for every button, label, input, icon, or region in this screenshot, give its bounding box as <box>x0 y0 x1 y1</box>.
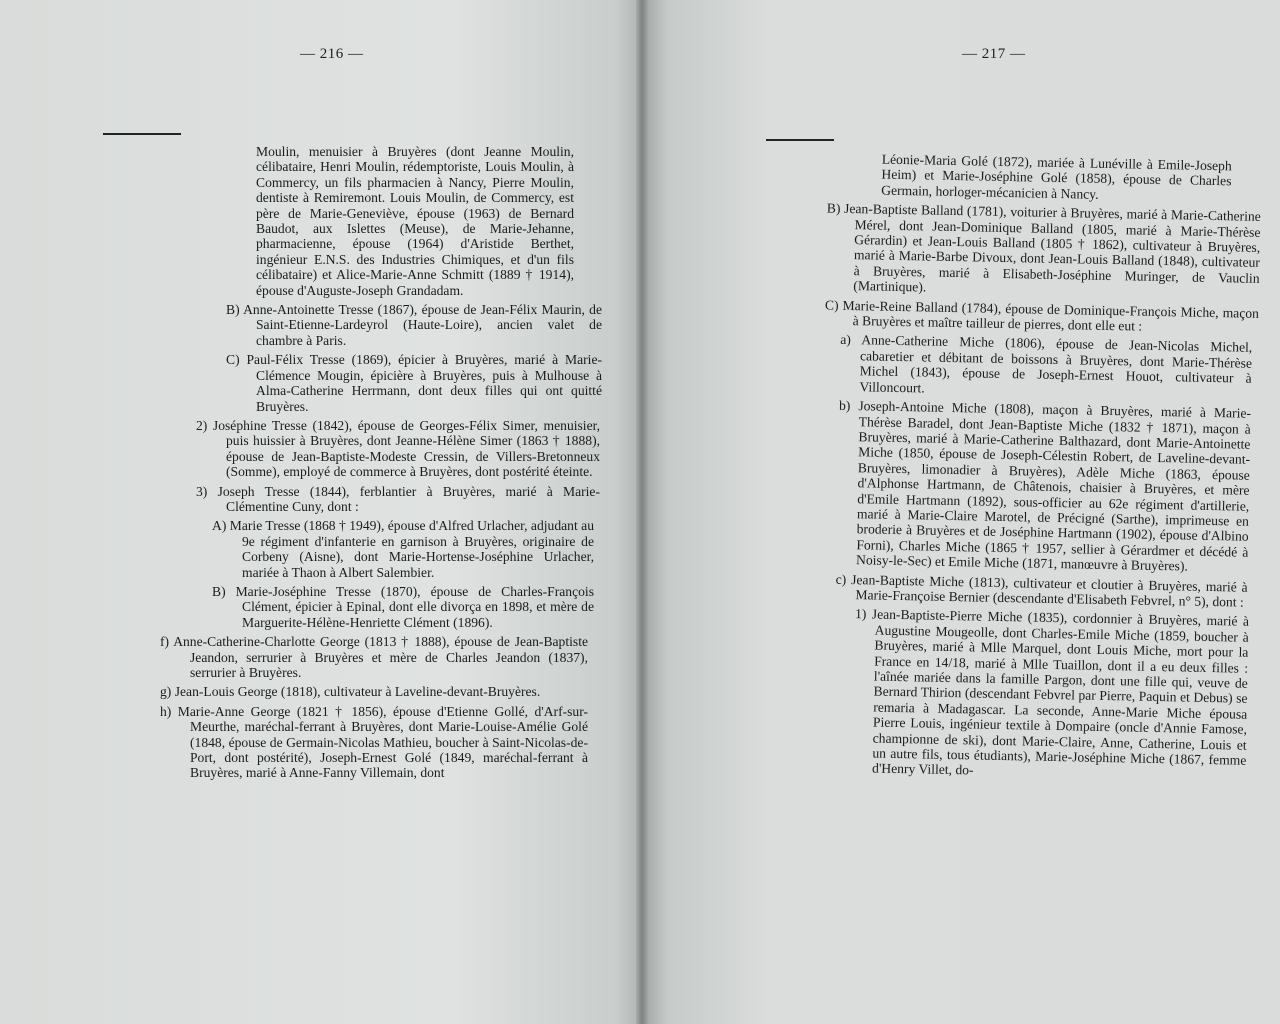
book-spine <box>636 0 648 1024</box>
left-paragraph: B) Anne-Antoinette Tresse (1867), épouse de Jean-Félix Maurin, de Saint-Etienne-Lardeyrol (Haute-Loire), ancien valet de chambre à Paris. <box>226 302 602 348</box>
left-paragraph: f) Anne-Catherine-Charlotte George (1813 † 1888), épouse de Jean-Baptiste Jeandon, serrurier à Bruyères et mère de Charles Jeandon (1837), serrurier à Bruyères. <box>160 634 588 680</box>
page-number-left: — 216 — <box>300 46 364 62</box>
right-paragraph: a) Anne-Catherine Miche (1806), épouse de Jean-Nicolas Michel, cabaretier et débitant de boissons à Bruyères, dont Marie-Thérèse Michel (1843), épouse de Joseph-Ernest Houot, cultivateur à Villoncourt. <box>840 332 1253 396</box>
left-text-column <box>0 144 602 785</box>
left-paragraph: Moulin, menuisier à Bruyères (dont Jeanne Moulin, célibataire, Henri Moulin, rédemptoriste, Louis Moulin, à Commercy, un fils pharmacien à Nancy, Pierre Moulin, dentiste à Remiremont. Louis Moulin, de Commercy, est père de Marie-Geneviève, épouse (1963) de Bernard Baudot, aux Islettes (Meuse), de Marie-Jehanne, pharmacienne, épouse (1964) d'Aristide Berthet, ingénieur E.N.S. des Industries Chimiques, et d'un fils célibataire) et Alice-Marie-Anne Schmitt (1889 † 1914), épouse d'Auguste-Joseph Grandadam. <box>256 144 574 298</box>
right-paragraph: b) Joseph-Antoine Miche (1808), maçon à Bruyères, marié à Marie-Thérèse Baradel, dont Jean-Baptiste Miche (1832 † 1871), maçon à Bruyères, marié à Marie-Catherine Balthazard, dont Marie-Antoinette Miche (1850, épouse de Joseph-Célestin Robert, de Laveline-devant-Bruyères, limonadier à Bruyères), Adèle Miche (1863, épouse d'Alphonse Hartmann, de Châtenois, chaisier à Bruyères, et mère d'Emile Hartmann (1892), sous-officier au 62e régiment d'artillerie, marié à Marie-Claire Marotel, de Précigné (Sarthe), imprimeuse en broderie à Bruyères et de Joséphine Hartmann (1902), épouse d'Albino Forni), Charles Miche (1865 † 1957, sellier à Gérardmer et décédé à Noisy-le-Sec) et Emile Miche (1871, manœuvre à Bruyères). <box>838 397 1252 574</box>
left-paragraph: 3) Joseph Tresse (1844), ferblantier à Bruyères, marié à Marie-Clémentine Cuny, dont : <box>196 483 600 514</box>
right-paragraph: C) Marie-Reine Balland (1784), épouse de Dominique-François Miche, maçon à Bruyères et maître tailleur de pierres, dont elle eut : <box>824 297 1260 334</box>
section-rule-left <box>103 133 181 135</box>
left-paragraph: h) Marie-Anne George (1821 † 1856), épouse d'Etienne Gollé, d'Arf-sur-Meurthe, maréchal-ferrant à Bruyères, dont Marie-Louise-Amélie Golé (1848, épouse de Germain-Nicolas Mathieu, boucher à Saint-Nicolas-de-Port, dont postérité), Joseph-Ernest Golé (1849, maréchal-ferrant à Bruyères, marié à Anne-Fanny Villemain, dont <box>160 703 588 781</box>
right-text-column <box>642 147 1261 787</box>
right-paragraph: B) Jean-Baptiste Balland (1781), voiturier à Bruyères, marié à Marie-Catherine Mérel, dont Jean-Dominique Balland (1805, marié à Marie-Thérèse Gérardin) et Jean-Louis Balland (1805 † 1862), cultivateur à Bruyères, marié à Marie-Barbe Divoux, dont Jean-Louis Balland (1848), cultivateur à Bruyères, marié à Elisabeth-Joséphine Muringer, de Vauclin (Martinique). <box>826 200 1261 295</box>
left-paragraph: C) Paul-Félix Tresse (1869), épicier à Bruyères, marié à Marie-Clémence Mougin, épicière à Bruyères, puis à Mulhouse à Alma-Catherine Herrmann, dont deux filles qui ont quitté Bruyères. <box>226 352 602 414</box>
left-paragraph: g) Jean-Louis George (1818), cultivateur à Laveline-devant-Bruyères. <box>160 684 541 700</box>
left-paragraph: A) Marie Tresse (1868 † 1949), épouse d'Alfred Urlacher, adjudant au 9e régiment d'infanterie en garnison à Bruyères, originaire de Corbeny (Aisne), dont Marie-Hortense-Joséphine Urlacher, mariée à Thaon à Albert Salembier. <box>212 518 594 580</box>
right-paragraph: Léonie-Maria Golé (1872), mariée à Lunéville à Emile-Joseph Heim) et Marie-Joséphine Golé (1858), épouse de Charles Germain, horloger-mécanicien à Nancy. <box>881 151 1232 202</box>
left-paragraph: B) Marie-Joséphine Tresse (1870), épouse de Charles-François Clément, épicier à Epinal, dont elle divorça en 1898, et mère de Marguerite-Hélène-Henriette Clément (1896). <box>212 583 594 630</box>
left-paragraph: 2) Joséphine Tresse (1842), épouse de Georges-Félix Simer, menuisier, puis huissier à Bruyères, dont Jeanne-Hélène Simer (1863 † 1888), épouse de Jean-Baptiste-Modeste Cressin, de Villers-Bretonneux (Somme), employé de commerce à Bruyères, dont postérité éteinte. <box>196 417 600 480</box>
right-page <box>642 0 1280 1024</box>
section-rule-right <box>766 139 834 141</box>
right-paragraph: c) Jean-Baptiste Miche (1813), cultivateur et cloutier à Bruyères, marié à Marie-Françoise Bernier (descendante d'Elisabeth Febvrel, n° 5), dont : <box>835 571 1248 610</box>
right-paragraph: 1) Jean-Baptiste-Pierre Miche (1835), cordonnier à Bruyères, marié à Augustine Mougeolle, dont Charles-Emile Miche (1859, boucher à Bruyères, marié à Mlle Marquel, dont Louis Miche, mort pour la France en 14/18, marié à Mlle Tuaillon, dont il a eu deux filles : l'aînée mariée dans la famille Pargon, dont une fille qui, veuve de Bernard Thirion (descendant Febvrel par Pierre, Paquin et Debus) se remaria à Madagascar. La seconde, Anne-Marie Miche épousa Pierre Louis, ingénieur textile à Dompaire (oncle d'Annie Famose, championne de ski), dont Marie-Claire, Anne, Catherine, Louis et un autre fils, tous étudiants), Marie-Joséphine Miche (1867, femme d'Henry Villet, do- <box>854 606 1250 778</box>
page-number-right: — 217 — <box>962 46 1026 62</box>
